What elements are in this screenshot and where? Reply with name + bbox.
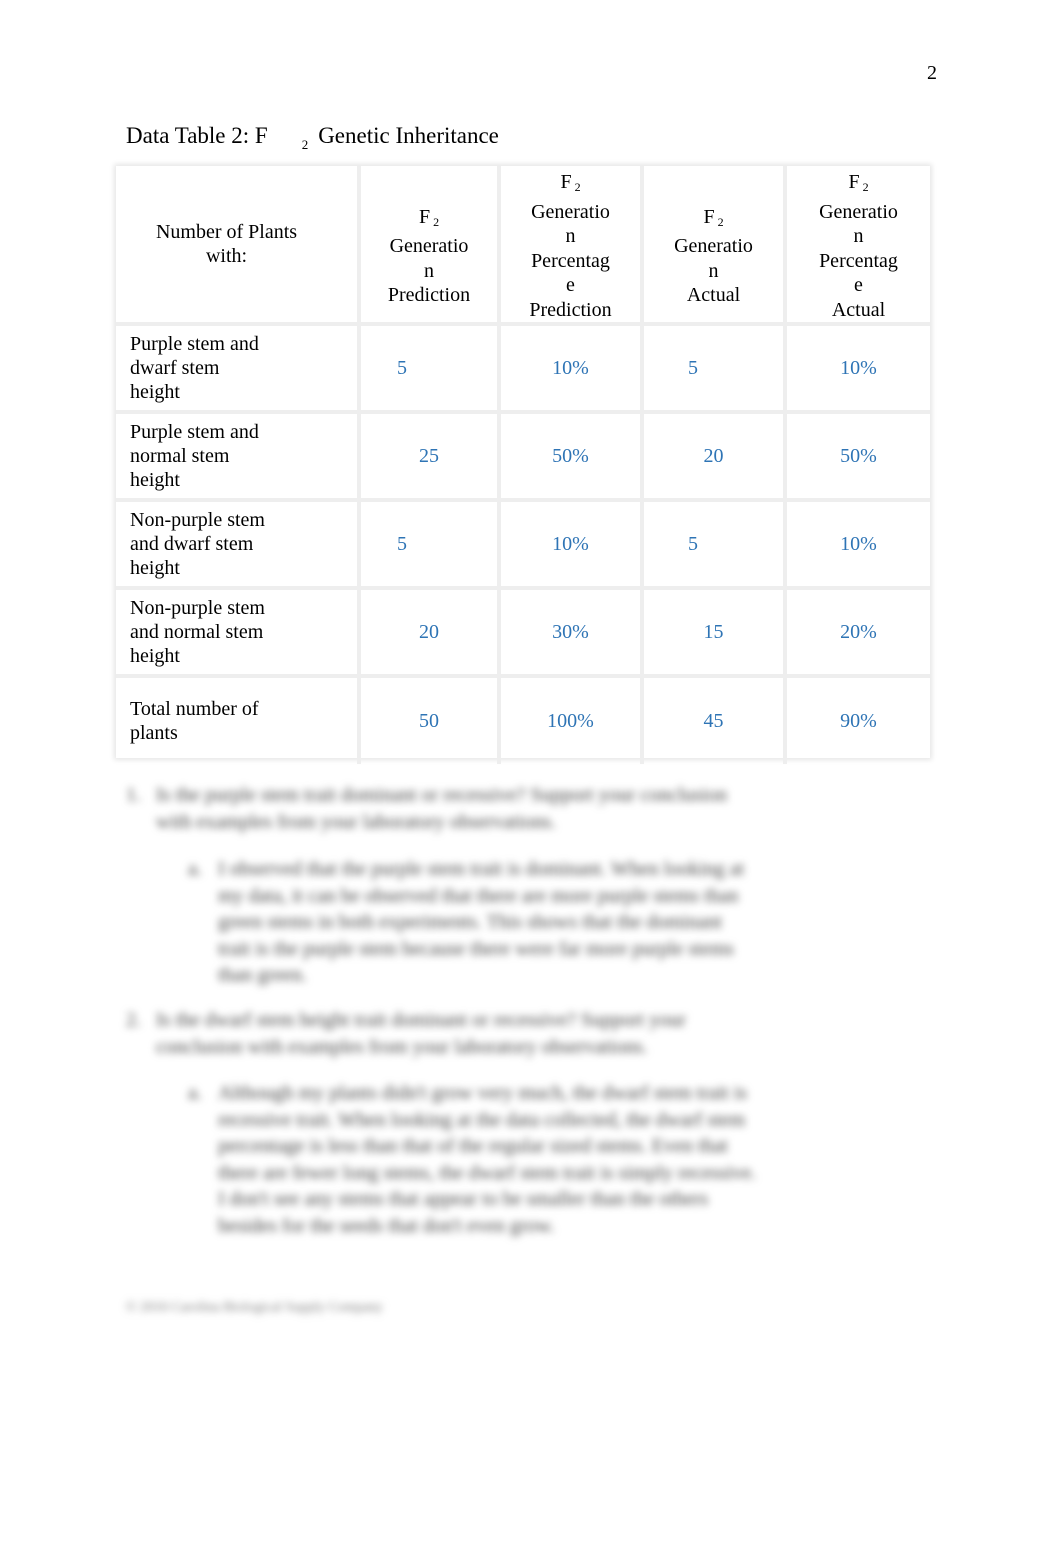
header-line: Percentag: [819, 249, 898, 272]
answer-text: [218, 1080, 808, 1239]
answer-line: I observed that the purple stem trait is dominant. When looking at: [218, 858, 745, 880]
answer-text: [218, 856, 808, 989]
question-text: [156, 1007, 806, 1060]
cell-actual: 20: [644, 414, 787, 502]
table-row: [116, 326, 930, 414]
table-row: [116, 502, 930, 590]
header-f2: [361, 205, 497, 235]
header-f: F: [703, 205, 715, 228]
cell-actual: 15: [644, 590, 787, 678]
cell-percentage-actual: 50%: [787, 414, 930, 502]
cell-prediction: 25: [361, 414, 501, 502]
header-f-sub: 2: [574, 180, 581, 194]
cell-percentage-prediction: 30%: [501, 590, 644, 678]
header-f2: [501, 170, 640, 200]
row-label: [116, 678, 361, 764]
header-line: e: [854, 274, 863, 296]
table-row: [116, 414, 930, 502]
cell-actual: 5: [644, 502, 787, 590]
label-line: and dwarf stem: [130, 533, 254, 555]
footer-copyright: © 2016 Carolina Biological Supply Company: [126, 1300, 383, 1315]
header-f2-generation-actual: [644, 166, 787, 326]
label-line: normal stem: [130, 445, 230, 467]
cell-percentage-prediction: 10%: [501, 326, 644, 414]
label-line: height: [130, 557, 180, 579]
header-f: F: [848, 171, 860, 193]
row-label: [116, 414, 361, 502]
answer-line: besides for the seeds that don't even grow.: [218, 1214, 555, 1237]
header-line: Number of Plants: [155, 220, 298, 243]
page-number: 2: [927, 62, 937, 84]
table-header-row: [116, 166, 930, 326]
question-number: 1.: [126, 784, 141, 806]
cell-percentage-actual: 20%: [787, 590, 930, 678]
header-line: Prediction: [387, 284, 471, 306]
cell-percentage-actual: 10%: [787, 502, 930, 590]
cell-prediction: 50: [361, 678, 501, 764]
label-line: Non-purple stem: [130, 597, 265, 619]
cell-percentage-prediction: 100%: [501, 678, 644, 764]
header-f2: [644, 205, 783, 235]
row-label: [116, 590, 361, 678]
header-line: with:: [205, 245, 248, 267]
question-2: [126, 1007, 806, 1060]
label-line: and normal stem: [130, 621, 264, 643]
label-line: height: [130, 645, 180, 667]
table-row: [116, 590, 930, 678]
header-f-sub: 2: [717, 214, 724, 229]
header-line: Generatio: [819, 200, 898, 223]
row-label: [116, 502, 361, 590]
cell-actual: 45: [644, 678, 787, 764]
cell-actual: 5: [644, 326, 787, 414]
header-f2-generation-percentage-actual: [787, 166, 930, 326]
question-1: [126, 782, 806, 835]
table-row-total: [116, 678, 930, 764]
header-f2-generation-percentage-prediction: [501, 166, 644, 326]
question-line: conclusion with examples from your laboratory observations.: [156, 1035, 648, 1058]
answer-line: there are fewer long stems, the dwarf stem trait is simply recessive.: [218, 1161, 757, 1184]
cell-prediction: 5: [361, 326, 501, 414]
cell-percentage-prediction: 10%: [501, 502, 644, 590]
header-line: Generatio: [389, 235, 469, 257]
cell-prediction: 20: [361, 590, 501, 678]
data-table-container: [116, 166, 930, 758]
header-f-sub: 2: [862, 180, 869, 194]
answer-line: than green.: [218, 964, 307, 986]
cell-percentage-actual: 10%: [787, 326, 930, 414]
table-title-subscript: 2: [301, 137, 309, 152]
header-line: Percentag: [531, 249, 610, 272]
answer-1: [188, 856, 808, 989]
header-line: n: [853, 225, 864, 247]
table-title-suffix: Genetic Inheritance: [318, 123, 499, 148]
label-line: Purple stem and: [130, 421, 259, 443]
question-line: Is the dwarf stem height trait dominant or recessive? Support your: [156, 1009, 686, 1031]
label-line: dwarf stem: [130, 357, 220, 379]
answer-line: I don't see any stems that appear to be smaller than the others: [218, 1188, 709, 1210]
answer-line: recessive trait. When looking at the data collected, the dwarf stem: [218, 1108, 746, 1131]
answer-2: [188, 1080, 808, 1239]
question-line: Is the purple stem trait dominant or recessive? Support your conclusion: [156, 784, 727, 806]
header-number-of-plants: [116, 166, 361, 326]
header-line: Generatio: [674, 235, 753, 257]
header-f-sub: 2: [433, 214, 440, 229]
cell-percentage-actual: 90%: [840, 709, 877, 732]
header-line: Generatio: [531, 200, 610, 223]
question-text: [156, 782, 806, 835]
table-title: [126, 123, 499, 152]
answer-number: a.: [188, 858, 202, 880]
header-line: e: [566, 274, 575, 296]
header-f2-generation-prediction: [361, 166, 501, 326]
header-line: n: [708, 259, 719, 282]
table-title-prefix: Data Table 2: F: [126, 123, 268, 148]
row-label: [116, 326, 361, 414]
answer-line: trait is the purple stem because there were far more purple stems: [218, 937, 734, 960]
label-line: Purple stem and: [130, 333, 259, 355]
cell-percentage-prediction: 50%: [501, 414, 644, 502]
question-line: with examples from your laboratory observations.: [156, 810, 556, 833]
header-f: F: [418, 205, 431, 228]
answer-line: percentage is less than that of the regular sized stems. Even that: [218, 1135, 728, 1157]
header-line: Actual: [686, 284, 741, 306]
header-f: F: [560, 171, 572, 193]
answer-line: green stems in both experiments. This shows that the dominant: [218, 911, 723, 933]
header-line: Actual: [831, 298, 886, 321]
header-line: n: [565, 225, 576, 247]
cell-prediction: 5: [361, 502, 501, 590]
header-line: Prediction: [529, 298, 612, 321]
label-line: Total number of: [130, 698, 259, 720]
answer-line: Although my plants didn't grow very much, the dwarf stem trait is: [218, 1082, 748, 1104]
header-f2: [787, 170, 930, 200]
label-line: height: [130, 469, 180, 491]
label-line: plants: [130, 722, 178, 744]
label-line: Non-purple stem: [130, 509, 265, 531]
answer-number: a.: [188, 1082, 202, 1104]
question-number: 2.: [126, 1009, 141, 1031]
answer-line: my data, it can be observed that there are more purple stems than: [218, 884, 739, 907]
label-line: height: [130, 381, 180, 403]
data-table: [116, 166, 930, 764]
header-line: n: [424, 259, 434, 282]
